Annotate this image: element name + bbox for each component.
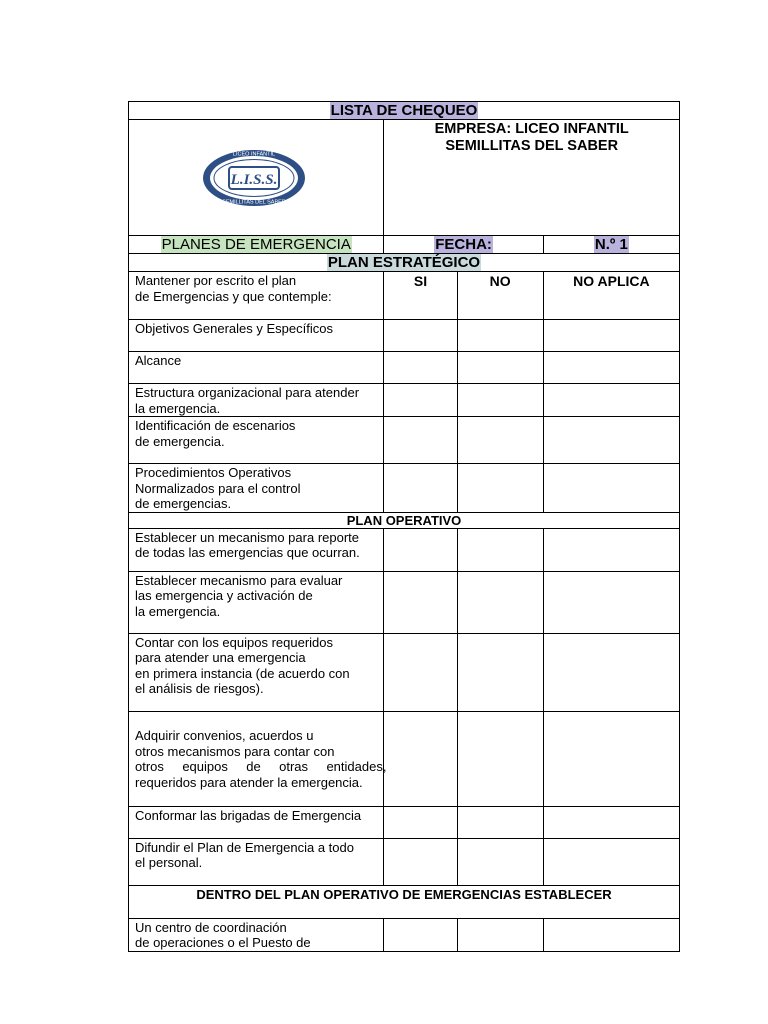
check-no[interactable] (457, 633, 543, 711)
check-si[interactable] (384, 711, 457, 806)
document-title: LISTA DE CHEQUEO (330, 102, 478, 119)
check-no[interactable] (457, 320, 543, 352)
check-na[interactable] (543, 320, 679, 352)
check-na[interactable] (543, 417, 679, 464)
check-no[interactable] (457, 711, 543, 806)
column-header-row (129, 272, 680, 320)
check-no[interactable] (457, 571, 543, 633)
col-si: SI (384, 272, 457, 320)
item-label-part: Adquirir convenios, acuerdos u otros mecanismos para contar con (135, 728, 335, 759)
item-label-part: otros equipos de otras entidades, (135, 759, 387, 774)
col-no-aplica: NO APLICA (543, 272, 679, 320)
check-no[interactable] (457, 918, 543, 951)
check-na[interactable] (543, 711, 679, 806)
item-label: Estructura organizacional para atender la emergencia. (135, 385, 360, 416)
logo-cell (129, 120, 384, 236)
check-si[interactable] (384, 464, 457, 513)
table-row (129, 711, 680, 806)
operative-section-header (129, 512, 680, 528)
check-si[interactable] (384, 918, 457, 951)
check-na[interactable] (543, 464, 679, 513)
strategic-title: PLAN ESTRATÉGICO (327, 254, 481, 271)
number-label: N.º 1 (594, 236, 628, 253)
check-no[interactable] (457, 806, 543, 838)
table-row (129, 806, 680, 838)
logo-initials: L.I.S.S. (230, 172, 278, 188)
item-label: Establecer un mecanismo para reporte de todas las emergencias que ocurran. (135, 529, 360, 560)
check-si[interactable] (384, 320, 457, 352)
checklist-table (128, 101, 680, 952)
check-na[interactable] (543, 838, 679, 885)
table-row (129, 352, 680, 384)
logo-top-text: LICEO INFANTIL (232, 151, 276, 158)
item-label: Identificación de escenarios de emergencia. (135, 418, 296, 449)
check-na[interactable] (543, 384, 679, 417)
item-label (129, 712, 387, 806)
item-label: Alcance (135, 353, 182, 368)
col-no: NO (457, 272, 543, 320)
check-na[interactable] (543, 918, 679, 951)
table-row (129, 918, 680, 951)
table-row (129, 528, 680, 571)
logo-bottom-text: SEMILLITAS DEL SABER (222, 199, 286, 206)
check-na[interactable] (543, 633, 679, 711)
school-logo-icon (201, 148, 307, 208)
item-label: Objetivos Generales y Específicos (135, 321, 333, 336)
item-label: Conformar las brigadas de Emergencia (135, 807, 362, 823)
item-label: Establecer mecanismo para evaluar las emergencia y activación de la emergencia. (135, 572, 343, 619)
meta-row (129, 236, 680, 254)
checklist-document (128, 101, 680, 952)
check-na[interactable] (543, 528, 679, 571)
strategic-section-header (129, 254, 680, 272)
check-si[interactable] (384, 352, 457, 384)
check-si[interactable] (384, 633, 457, 711)
operative-title: PLAN OPERATIVO (129, 512, 680, 528)
within-title: DENTRO DEL PLAN OPERATIVO DE EMERGENCIAS ESTABLECER (129, 885, 680, 918)
check-no[interactable] (457, 528, 543, 571)
item-label: Procedimientos Operativos Normalizados para el control de emergencias. (135, 465, 301, 511)
item-label-part: requeridos para atender la emergencia. (135, 774, 363, 790)
item-label: Contar con los equipos requeridos para atender una emergencia en primera instancia (de acuerdo con el análisis de riesgos). (135, 634, 350, 696)
strategic-intro: Mantener por escrito el plan de Emergencias y que contemple: (135, 273, 332, 304)
table-row (129, 384, 680, 417)
check-si[interactable] (384, 806, 457, 838)
check-no[interactable] (457, 352, 543, 384)
check-no[interactable] (457, 384, 543, 417)
check-si[interactable] (384, 571, 457, 633)
item-label: Un centro de coordinación de operaciones o el Puesto de (135, 919, 311, 950)
check-na[interactable] (543, 806, 679, 838)
company-name: EMPRESA: LICEO INFANTIL SEMILLITAS DEL SABER (434, 121, 629, 154)
table-row (129, 633, 680, 711)
check-si[interactable] (384, 838, 457, 885)
table-row (129, 464, 680, 513)
table-row (129, 417, 680, 464)
check-no[interactable] (457, 838, 543, 885)
date-label: FECHA: (435, 236, 492, 253)
check-no[interactable] (457, 417, 543, 464)
check-si[interactable] (384, 384, 457, 417)
table-row (129, 838, 680, 885)
check-si[interactable] (384, 417, 457, 464)
title-row (129, 102, 680, 120)
check-si[interactable] (384, 528, 457, 571)
check-na[interactable] (543, 571, 679, 633)
check-na[interactable] (543, 352, 679, 384)
company-row (129, 120, 680, 236)
check-no[interactable] (457, 464, 543, 513)
table-row (129, 571, 680, 633)
within-section-header (129, 885, 680, 918)
table-row (129, 320, 680, 352)
plan-label: PLANES DE EMERGENCIA (161, 236, 351, 253)
item-label: Difundir el Plan de Emergencia a todo el personal. (135, 839, 354, 870)
